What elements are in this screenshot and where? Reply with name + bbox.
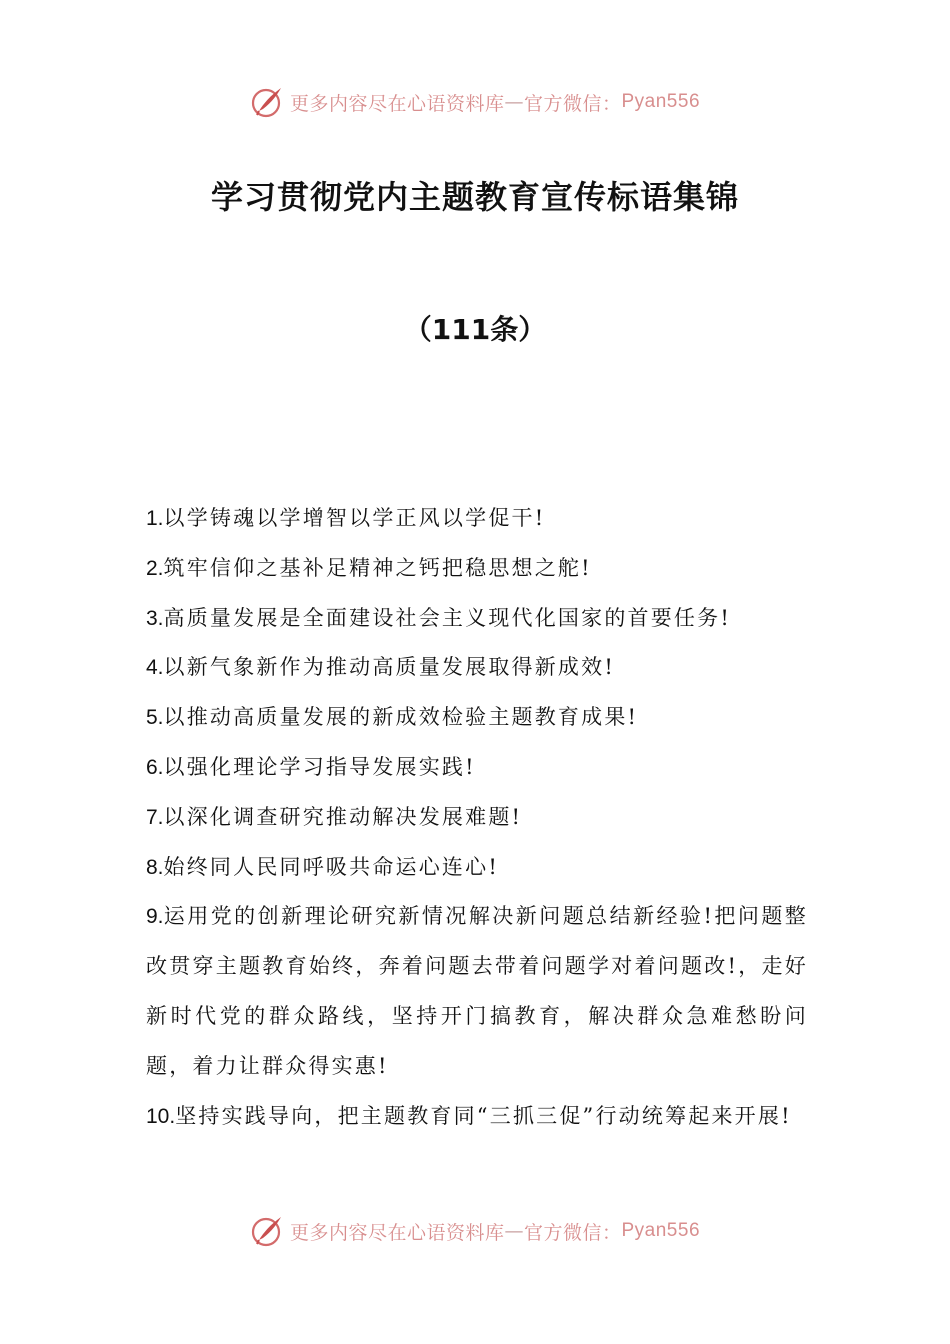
- footer-watermark: [0, 1211, 950, 1251]
- document-title: 学习贯彻党内主题教育宣传标语集锦: [210, 178, 739, 216]
- watermark-separator: —: [504, 1220, 524, 1242]
- list-item: [146, 793, 808, 843]
- item-number: 2.: [146, 556, 164, 580]
- watermark-text: 更多内容尽在心语资料库: [289, 92, 505, 115]
- item-number: 1.: [146, 507, 164, 530]
- watermark-separator: —: [504, 91, 524, 113]
- item-text: 以深化调查研究推动解决发展难题!: [163, 804, 523, 829]
- item-text: 高质量发展是全面建设社会主义现代化国家的首要任务!: [163, 605, 731, 630]
- watermark-text: 更多内容尽在心语资料库: [289, 1221, 505, 1244]
- list-item: [146, 494, 808, 544]
- watermark-wechat-label: 官方微信：: [523, 1221, 622, 1244]
- item-text: 筑牢信仰之基补足精神之钙把稳思想之舵!: [163, 555, 592, 580]
- document-subtitle: （111条）: [403, 313, 547, 346]
- item-number: 4.: [146, 656, 164, 680]
- list-item: [146, 743, 808, 793]
- item-text: 以新气象新作为推动高质量发展取得新成效!: [163, 655, 615, 680]
- item-number: 6.: [146, 755, 164, 779]
- item-text: 以强化理论学习指导发展实践!: [163, 754, 476, 779]
- list-item: [146, 843, 808, 893]
- item-number: 3.: [146, 606, 164, 630]
- watermark-wechat-label: 官方微信：: [523, 92, 622, 115]
- item-text: 以学铸魂以学增智以学正风以学促干!: [163, 506, 546, 530]
- quill-pen-logo-icon: [250, 1214, 284, 1248]
- item-text: 以推动高质量发展的新成效检验主题教育成果!: [163, 705, 639, 730]
- watermark-handle: Pyan556: [621, 91, 701, 112]
- slogan-list: [146, 494, 808, 1141]
- item-text: 坚持实践导向，把主题教育同“三抓三促”行动统筹起来开展!: [175, 1103, 792, 1128]
- list-item: [146, 1092, 808, 1142]
- item-text: 运用党的创新理论研究新情况解决新问题总结新经验!把问题整改贯穿主题教育始终，奔着问题去带着问题学对着问题改!，走好新时代党的群众路线，坚持开门搞教育，解决群众急难愁盼问题，着力让群众得实惠!: [146, 904, 808, 1078]
- item-text: 始终同人民同呼吸共命运心连心!: [163, 854, 499, 879]
- list-item: [146, 594, 808, 644]
- item-number: 7.: [146, 805, 164, 829]
- item-number: 5.: [146, 706, 164, 730]
- list-item: [146, 693, 808, 743]
- item-number: 9.: [146, 905, 164, 929]
- list-item: [146, 544, 808, 594]
- list-item: [146, 643, 808, 693]
- item-number: 8.: [146, 855, 164, 879]
- header-watermark: [0, 82, 950, 122]
- item-number: 10.: [146, 1104, 176, 1128]
- list-item: [146, 892, 808, 1091]
- quill-pen-logo-icon: [250, 85, 284, 119]
- watermark-handle: Pyan556: [621, 1220, 701, 1241]
